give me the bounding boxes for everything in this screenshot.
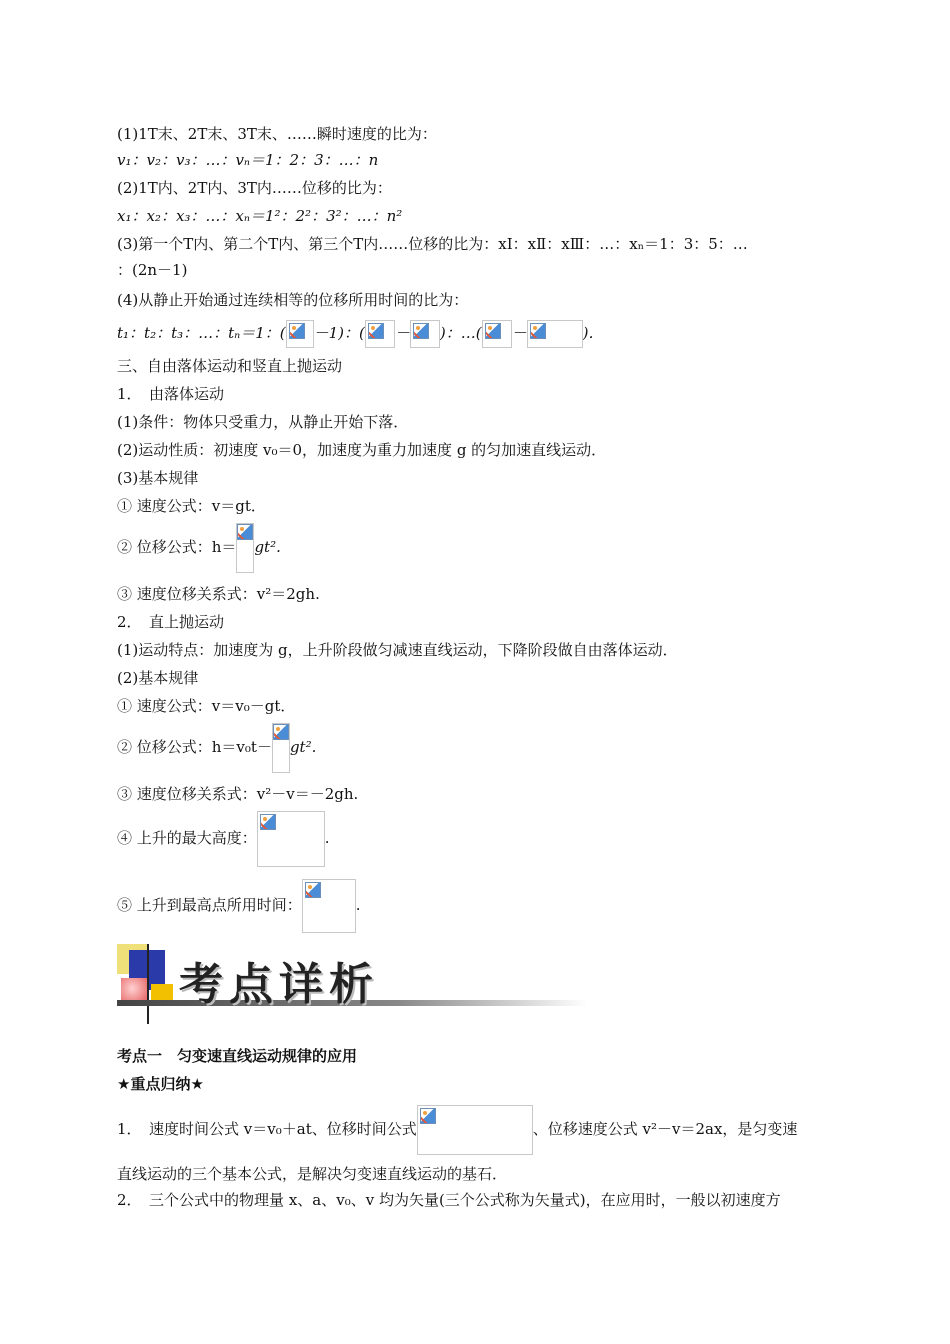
subsection-heading: 1． 由落体运动 xyxy=(117,385,225,403)
text-line: (2)1T内、2T内、3T内……位移的比为： xyxy=(117,179,392,197)
text-line: ① 速度公式：v＝gt． xyxy=(117,497,266,515)
formula-image-icon xyxy=(527,320,583,348)
text-line: (1)1T末、2T末、3T末、……瞬时速度的比为： xyxy=(117,125,437,143)
text-fragment: 1． 速度时间公式 v＝v₀＋at、位移时间公式 xyxy=(117,1120,417,1138)
formula-line xyxy=(117,1104,797,1155)
formula-line xyxy=(117,722,316,773)
formula-line xyxy=(117,522,281,573)
text-fragment: . xyxy=(324,829,330,847)
text-line: (2)运动性质：初速度 v₀＝0，加速度为重力加速度 g 的匀加速直线运动． xyxy=(117,441,607,459)
formula-image-icon xyxy=(365,320,395,348)
text-fragment: gt². xyxy=(289,738,317,756)
text-line: (3)第一个T内、第二个T内、第三个T内……位移的比为：xⅠ：xⅡ：xⅢ：…：xₙ＝1：3：5：… xyxy=(117,235,748,253)
banner-title: 考点详析 xyxy=(179,959,379,1010)
text-line: (3)基本规律 xyxy=(117,469,199,487)
text-line: (1)条件：物体只受重力，从静止开始下落． xyxy=(117,413,409,431)
text-fragment: )． xyxy=(582,324,604,342)
text-line: (1)运动特点：加速度为 g，上升阶段做匀减速直线运动，下降阶段做自由落体运动． xyxy=(117,641,678,659)
text-line: ③ 速度位移关系式：v²－v＝－2gh. xyxy=(117,785,359,803)
subsection-heading: 2． 直上抛运动 xyxy=(117,613,225,631)
text-line: ：(2n－1) xyxy=(117,261,188,279)
fraction-image-icon xyxy=(236,523,254,573)
formula-image-icon xyxy=(482,320,512,348)
formula-image-icon xyxy=(302,879,356,933)
text-line: ① 速度公式：v＝v₀－gt． xyxy=(117,697,296,715)
formula-line xyxy=(117,318,604,348)
text-fragment: . xyxy=(355,896,361,914)
formula-line xyxy=(117,810,330,867)
section-heading: 三、自由落体运动和竖直上抛运动 xyxy=(117,357,343,375)
text-fragment: － xyxy=(511,324,527,342)
key-point-title: 考点一 匀变速直线运动规律的应用 xyxy=(117,1047,358,1065)
formula-image-icon xyxy=(417,1105,533,1155)
text-fragment: ⑤ 上升到最高点所用时间： xyxy=(117,896,302,914)
text-fragment: ② 位移公式：h＝ xyxy=(117,538,237,556)
text-line: 直线运动的三个基本公式，是解决匀变速直线运动的基石． xyxy=(117,1165,508,1183)
text-fragment: t₁：t₂：t₃：…：tₙ＝1：( xyxy=(117,324,286,342)
text-fragment: )：…( xyxy=(439,324,482,342)
text-fragment: gt². xyxy=(254,538,281,556)
banner-decoration xyxy=(147,944,149,1024)
text-line: (4)从静止开始通过连续相等的位移所用时间的比为： xyxy=(117,291,469,309)
formula-image-icon xyxy=(286,320,314,348)
text-fragment: － xyxy=(394,324,410,342)
text-fragment: ④ 上升的最大高度： xyxy=(117,829,257,847)
text-fragment: －1)：( xyxy=(313,324,365,342)
formula-image-icon xyxy=(257,811,325,867)
text-fragment: 、位移速度公式 v²－v＝2ax，是匀变速 xyxy=(532,1120,798,1138)
key-point-subtitle: ★重点归纳★ xyxy=(117,1075,204,1093)
text-line: ③ 速度位移关系式：v²＝2gh. xyxy=(117,585,320,603)
text-line: x₁：x₂：x₃：…：xₙ＝1²：2²：3²：…：n² xyxy=(117,207,403,225)
section-banner xyxy=(117,944,597,1024)
formula-image-icon xyxy=(410,320,440,348)
formula-line xyxy=(117,878,361,933)
fraction-image-icon xyxy=(272,723,290,773)
text-fragment: ② 位移公式：h＝v₀t－ xyxy=(117,738,272,756)
text-line: 2． 三个公式中的物理量 x、a、v₀、v 均为矢量(三个公式称为矢量式)，在应用时，一般以初速度方 xyxy=(117,1191,781,1209)
text-line: v₁：v₂：v₃：…：vₙ＝1：2：3：…：n xyxy=(117,151,379,169)
text-line: (2)基本规律 xyxy=(117,669,199,687)
